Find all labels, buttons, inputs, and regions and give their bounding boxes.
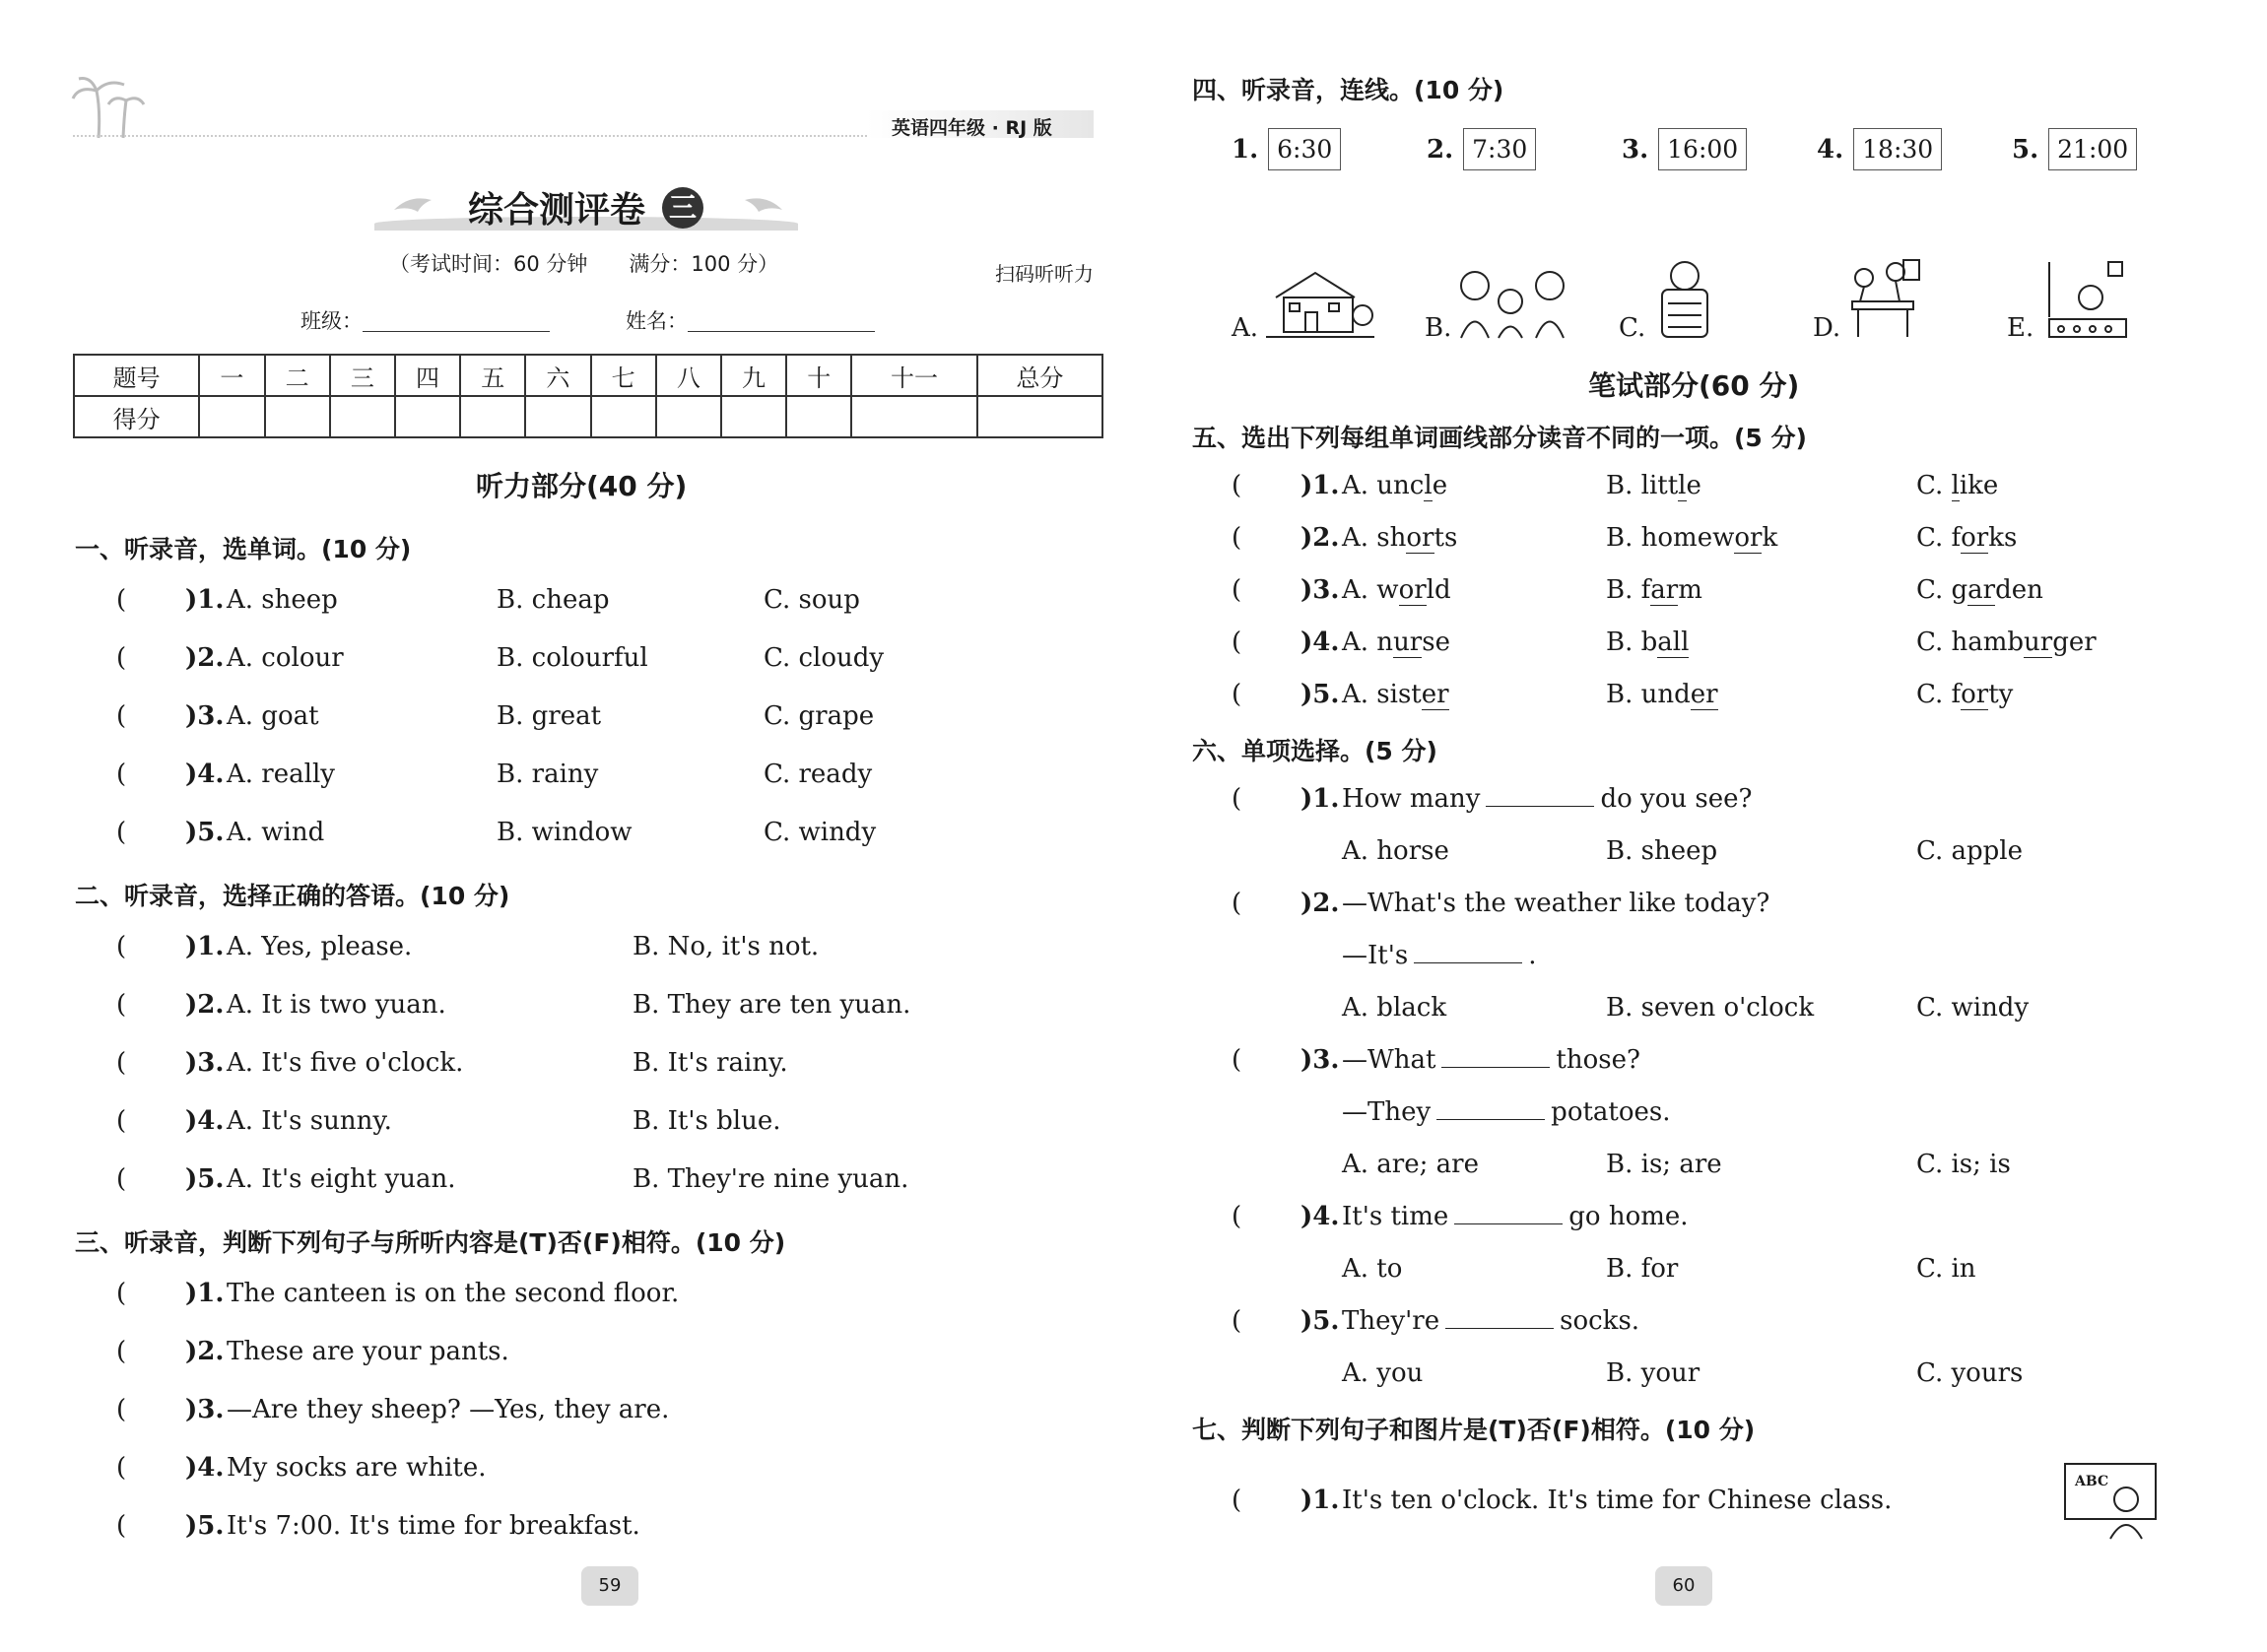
table-cell: 五	[460, 355, 525, 396]
list-item: ( )3. A. It's five o'clock. B. It's rainy.	[116, 1048, 788, 1078]
table-cell: 总分	[977, 355, 1102, 396]
exam-info: （考试时间：60 分钟 满分：100 分）	[389, 252, 779, 276]
list-item: ( )4. A. It's sunny. B. It's blue.	[116, 1106, 781, 1136]
table-cell: 四	[395, 355, 460, 396]
page-number: 60	[1655, 1566, 1712, 1606]
answer-paren[interactable]: (	[116, 1164, 127, 1194]
fill-blank[interactable]	[1441, 1045, 1550, 1068]
time-box[interactable]: 18:30	[1853, 128, 1942, 170]
list-item: ( )2. —What's the weather like today?	[1232, 889, 1770, 918]
list-item: ( )4. My socks are white.	[116, 1453, 487, 1483]
listening-title: 听力部分(40 分)	[476, 470, 688, 502]
name-label: 姓名：	[626, 309, 688, 333]
table-cell: 二	[265, 355, 330, 396]
list-item: ( )3. A. world B. farm C. garden	[1232, 575, 2043, 605]
title-badge: 三	[662, 187, 703, 229]
answer-paren[interactable]: (	[116, 1106, 127, 1136]
list-item: ( )1. A. sheep B. cheap C. soup	[116, 585, 860, 615]
time-item: 1. 6:30	[1232, 128, 1341, 170]
list-item: ( )5. A. It's eight yuan. B. They're nine yuan.	[116, 1164, 909, 1194]
table-cell: 十	[786, 355, 851, 396]
fill-blank[interactable]	[1486, 784, 1594, 807]
list-item: ( )3. A. goat B. great C. grape	[116, 701, 875, 731]
answer-paren[interactable]: (	[1232, 575, 1242, 605]
time-box[interactable]: 16:00	[1658, 128, 1747, 170]
dialogue-line: —It's .	[1342, 941, 1537, 970]
time-box[interactable]: 21:00	[2048, 128, 2137, 170]
section-1-title: 一、听录音，选单词。(10 分)	[75, 535, 412, 563]
score-cell[interactable]	[525, 396, 590, 437]
answer-paren[interactable]: (	[1232, 1486, 1242, 1515]
fill-blank[interactable]	[1414, 941, 1522, 963]
scan-label: 扫码听听力	[995, 262, 1094, 286]
dolphin-icon	[392, 192, 435, 218]
section-7-title: 七、判断下列句子和图片是(T)否(F)相符。(10 分)	[1192, 1416, 1756, 1444]
answer-paren[interactable]: (	[116, 760, 127, 789]
options-row: A. are; are B. is; are C. is; is	[1342, 1150, 2011, 1179]
table-cell: 十一	[851, 355, 976, 396]
list-item: ( )2. A. It is two yuan. B. They are ten yuan.	[116, 990, 911, 1020]
answer-paren[interactable]: (	[1232, 523, 1242, 553]
list-item: ( )1. How many do you see?	[1232, 784, 1753, 814]
time-item: 5. 21:00	[2012, 128, 2137, 170]
list-item: ( )2. A. shorts B. homework C. forks	[1232, 523, 2018, 553]
list-item: ( )4. A. really B. rainy C. ready	[116, 760, 873, 789]
teacher-blackboard-illustration-icon[interactable]	[2061, 1460, 2160, 1541]
fill-blank[interactable]	[1454, 1202, 1563, 1224]
list-item: ( )1. It's ten o'clock. It's time for Chinese class.	[1232, 1486, 1893, 1515]
book-label: 英语四年级 · RJ 版	[892, 117, 1052, 139]
time-item: 4. 18:30	[1817, 128, 1942, 170]
section-3-title: 三、听录音，判断下列句子与所听内容是(T)否(F)相符。(10 分)	[75, 1228, 786, 1257]
section-4-title: 四、听录音，连线。(10 分)	[1192, 76, 1504, 104]
table-cell: 九	[721, 355, 786, 396]
time-box[interactable]: 6:30	[1268, 128, 1341, 170]
score-cell[interactable]	[977, 396, 1102, 437]
answer-paren[interactable]: (	[116, 818, 127, 847]
time-box[interactable]: 7:30	[1463, 128, 1536, 170]
blackboard-text: ABC	[2075, 1474, 2109, 1489]
table-cell: 一	[199, 355, 264, 396]
answer-paren[interactable]: (	[1232, 628, 1242, 657]
pic-label: E.	[2007, 313, 2034, 343]
page-number: 59	[581, 1566, 638, 1606]
score-cell[interactable]	[460, 396, 525, 437]
section-2-title: 二、听录音，选择正确的答语。(10 分)	[75, 882, 510, 910]
list-item: ( )1. A. Yes, please. B. No, it's not.	[116, 932, 820, 961]
score-cell[interactable]	[199, 396, 264, 437]
answer-paren[interactable]: (	[116, 1395, 127, 1424]
section-6-title: 六、单项选择。(5 分)	[1192, 737, 1437, 765]
answer-paren[interactable]: (	[1232, 680, 1242, 709]
answer-paren[interactable]: (	[116, 990, 127, 1020]
list-item: ( )2. These are your pants.	[116, 1337, 509, 1366]
table-row	[74, 355, 1102, 396]
options-row: A. black B. seven o'clock C. windy	[1342, 993, 2030, 1023]
list-item: ( )1. A. uncle B. little C. like	[1232, 471, 1999, 500]
answer-paren[interactable]: (	[116, 932, 127, 961]
options-row: A. to B. for C. in	[1342, 1254, 1976, 1284]
child-in-bed-illustration-icon[interactable]	[1650, 254, 1719, 343]
boy-at-desk-illustration-icon[interactable]	[2039, 258, 2128, 341]
answer-paren[interactable]: (	[1232, 784, 1242, 814]
answer-paren[interactable]: (	[116, 1048, 127, 1078]
answer-paren[interactable]: (	[116, 1337, 127, 1366]
score-cell[interactable]	[656, 396, 721, 437]
answer-paren[interactable]: (	[1232, 889, 1242, 918]
table-cell: 题号	[74, 355, 199, 396]
pic-label: B.	[1425, 313, 1452, 343]
table-row	[74, 396, 1102, 437]
list-item: ( )2. A. colour B. colourful C. cloudy	[116, 643, 885, 673]
family-illustration-icon[interactable]	[1453, 264, 1571, 341]
fill-blank[interactable]	[1436, 1097, 1545, 1120]
answer-paren[interactable]: (	[116, 1279, 127, 1308]
answer-paren[interactable]: (	[1232, 471, 1242, 500]
options-row: A. horse B. sheep C. apple	[1342, 836, 2023, 866]
answer-paren[interactable]: (	[116, 643, 127, 673]
list-item: ( )4. It's time go home.	[1232, 1202, 1689, 1231]
table-cell: 六	[525, 355, 590, 396]
list-item: ( )1. The canteen is on the second floor.	[116, 1279, 680, 1308]
list-item: ( )5. A. wind B. window C. windy	[116, 818, 877, 847]
dolphin-icon	[741, 192, 784, 218]
answer-paren[interactable]: (	[1232, 1045, 1242, 1075]
answer-paren[interactable]: (	[116, 585, 127, 615]
list-item: ( )3. —Are they sheep? —Yes, they are.	[116, 1395, 670, 1424]
answer-paren[interactable]: (	[116, 1453, 127, 1483]
house-illustration-icon[interactable]	[1266, 258, 1379, 342]
fill-blank[interactable]	[1445, 1306, 1554, 1329]
written-title: 笔试部分(60 分)	[1588, 369, 1800, 402]
score-cell[interactable]	[851, 396, 976, 437]
list-item: ( )4. A. nurse B. ball C. hamburger	[1232, 628, 2097, 657]
list-item: ( )3. —What those?	[1232, 1045, 1640, 1075]
table-cell: 三	[330, 355, 395, 396]
pic-label: C.	[1619, 313, 1646, 343]
class-label: 班级：	[300, 309, 363, 333]
answer-paren[interactable]: (	[1232, 1202, 1242, 1231]
list-item: ( )5. It's 7:00. It's time for breakfast.	[116, 1511, 640, 1541]
score-cell[interactable]	[591, 396, 656, 437]
options-row: A. you B. your C. yours	[1342, 1358, 2024, 1388]
score-cell[interactable]	[395, 396, 460, 437]
list-item: ( )5. They're socks.	[1232, 1306, 1640, 1336]
table-cell: 得分	[74, 396, 199, 437]
answer-paren[interactable]: (	[1232, 1306, 1242, 1336]
score-table	[73, 354, 1103, 438]
score-cell[interactable]	[721, 396, 786, 437]
section-5-title: 五、选出下列每组单词画线部分读音不同的一项。(5 分)	[1192, 424, 1807, 452]
table-cell: 七	[591, 355, 656, 396]
score-cell[interactable]	[786, 396, 851, 437]
class-field[interactable]	[363, 331, 550, 332]
page-title: 综合测评卷	[468, 190, 646, 231]
time-item: 2. 7:30	[1427, 128, 1536, 170]
name-field[interactable]	[688, 331, 875, 332]
score-cell[interactable]	[265, 396, 330, 437]
answer-paren[interactable]: (	[116, 1511, 127, 1541]
palm-tree-icon	[69, 71, 148, 140]
pic-label: A.	[1232, 313, 1259, 343]
answer-paren[interactable]: (	[116, 701, 127, 731]
list-item: ( )5. A. sister B. under C. forty	[1232, 680, 2014, 709]
dinner-illustration-icon[interactable]	[1844, 258, 1923, 341]
dialogue-line: —They potatoes.	[1342, 1097, 1671, 1127]
pic-label: D.	[1813, 313, 1841, 343]
time-item: 3. 16:00	[1622, 128, 1747, 170]
table-cell: 八	[656, 355, 721, 396]
score-cell[interactable]	[330, 396, 395, 437]
